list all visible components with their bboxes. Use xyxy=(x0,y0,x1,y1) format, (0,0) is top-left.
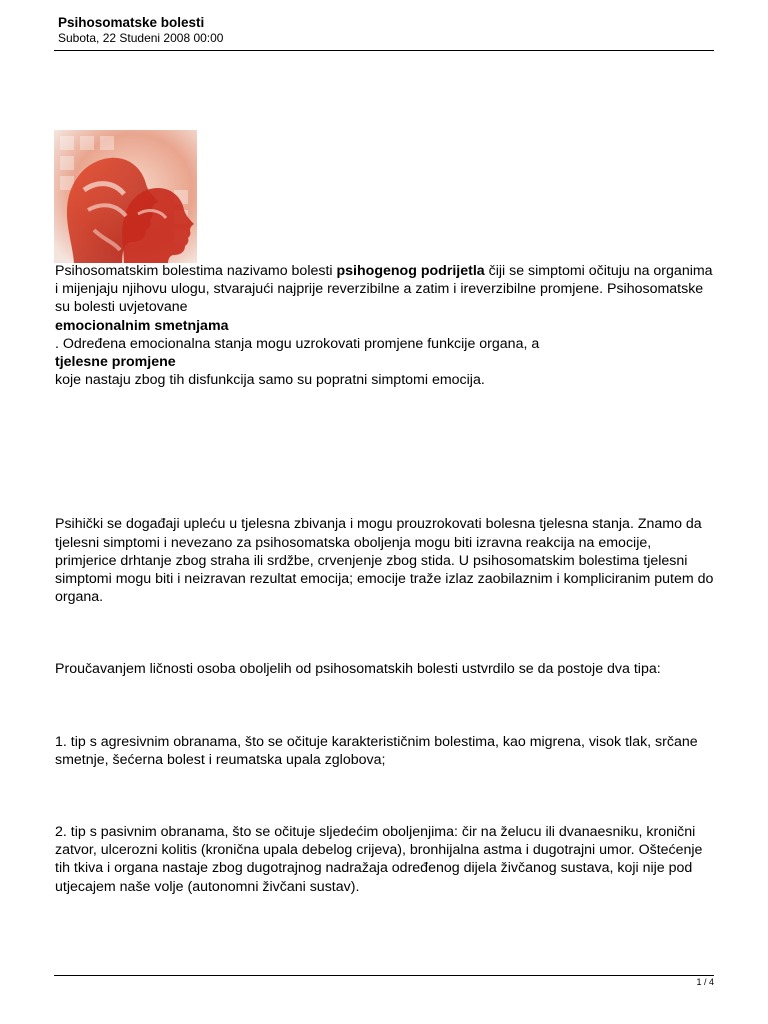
document-title: Psihosomatske bolesti xyxy=(58,15,205,30)
intro-bold-psihogenog: psihogenog podrijetla xyxy=(336,263,485,279)
footer-divider xyxy=(54,975,714,976)
intro-bold-emocionalnim: emocionalnim smetnjama xyxy=(55,317,229,334)
paragraph-personality-types: Proučavanjem ličnosti osoba oboljelih od psihosomatskih bolesti ustvrdilo se da postoje dva tipa: xyxy=(55,661,661,678)
intro-text-4: koje nastaju zbog tih disfunkcija samo su popratni simptomi emocija. xyxy=(55,372,485,389)
human-head-profile-illustration-icon xyxy=(54,130,197,263)
paragraph-psychic-events: Psihički se događaji upleću u tjelesna zbivanja i mogu prouzrokovati bolesna tjelesna stanja. Znamo da tjelesni simptomi i nevezano za psihosomatska oboljenja mogu biti izravna reakcija na emocije, primjerice drhtanje zbog straha ili srdžbe, crvenjenje zbog stida. U psihosomatskim bolestima tjelesni simptomi mogu biti i neizravan rezultat emocija; emocije traže izlaz zaobilaznim i kompliciranim putem do organa. xyxy=(55,516,714,606)
intro-paragraph xyxy=(55,262,715,389)
page-number: 1 / 4 xyxy=(696,977,714,987)
intro-bold-tjelesne: tjelesne promjene xyxy=(55,354,176,371)
paragraph-type-2: 2. tip s pasivnim obranama, što se očituje sljedećim oboljenjima: čir na želucu ili dvanaesniku, kronični zatvor, ulcerozni kolitis (kronična upala debelog crijeva), bronhijalna astma i dugotrajni umor. Oštećenje tih tkiva i organa nastaje zbog dugotrajnog nadražaja određenog dijela živčanog sustava, koji nije pod utjecajem naše volje (autonomni živčani sustav). xyxy=(55,824,703,895)
paragraph-type-1: 1. tip s agresivnim obranama, što se očituje karakterističnim bolestima, kao migrena, visok tlak, srčane smetnje, šećerna bolest i reumatska upala zglobova; xyxy=(55,733,698,768)
intro-text-2: čiji se simptomi očituju na organima i mijenjaju njihovu ulogu, stvarajući najprije reverzibilne a zatim i ireverzibilne promjene. Psihosomatske su bolesti uvjetovane xyxy=(55,263,713,316)
intro-text-3: . Određena emocionalna stanja mogu uzrokovati promjene funkcije organa, a xyxy=(55,335,540,352)
document-date: Subota, 22 Studeni 2008 00:00 xyxy=(58,31,224,45)
document-body xyxy=(55,262,715,896)
document-header xyxy=(58,14,714,46)
intro-text-1: Psihosomatskim bolestima nazivamo bolesti xyxy=(55,263,337,279)
header-divider xyxy=(54,50,714,51)
